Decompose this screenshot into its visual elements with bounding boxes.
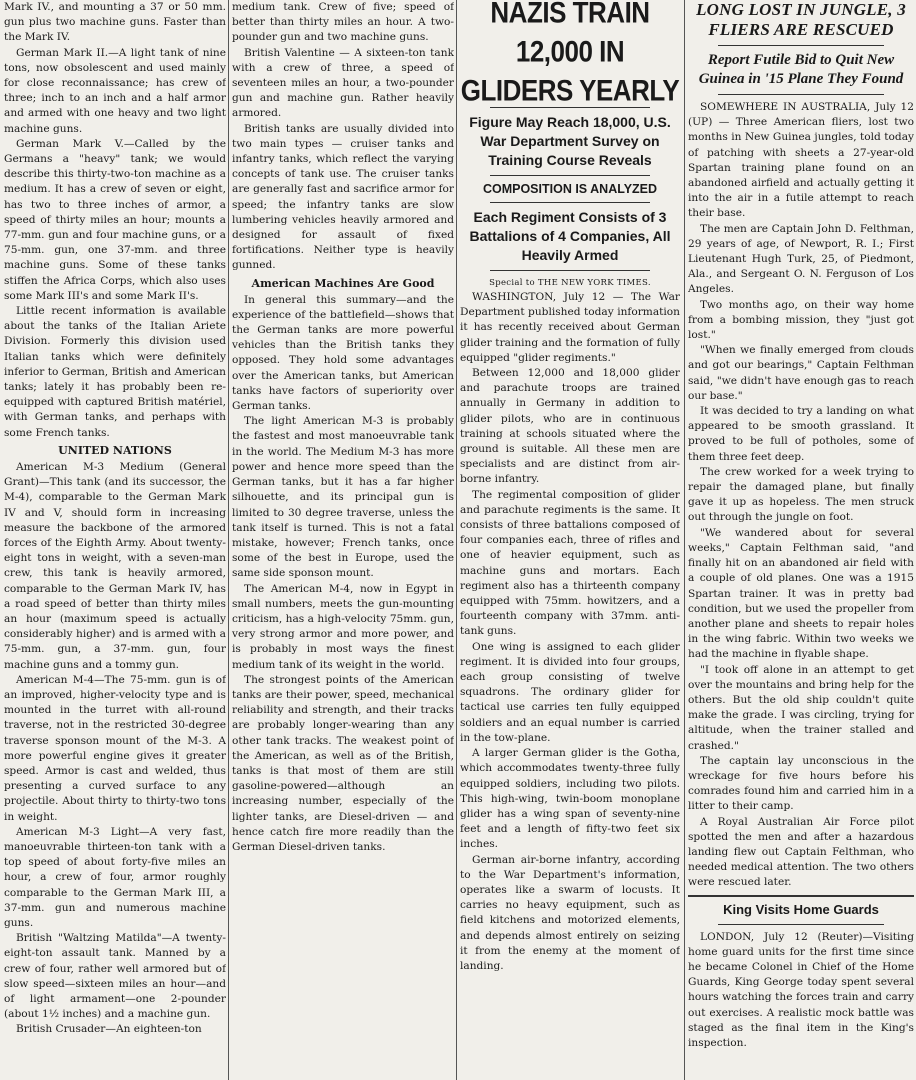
article-paragraph: LONDON, July 12 (Reuter)—Visiting home guard units for the first time since he became Colonel in Chief of the Home Guards, King George today spent several hours watching the forces train and carry out exercises. A realistic mock battle was staged as the final item in the King's inspection. bbox=[688, 930, 914, 1049]
article-paragraph: WASHINGTON, July 12 — The War Department published today information it has recently received about German glider training and the formation of fully equipped "glider regiments." bbox=[460, 291, 680, 364]
article-paragraph: SOMEWHERE IN AUSTRALIA, July 12 (UP) — Three American fliers, lost two months in New Guinea jungles, told today of patching with sheets a 27-year-old Spartan training plane found on an abandoned airfield and actually getting it into the air in a futile attempt to reach their base. bbox=[688, 101, 914, 220]
article-paragraph: Two months ago, on their way home from a bombing mission, they "just got lost." bbox=[688, 298, 914, 342]
article-paragraph: The regimental composition of glider and parachute regiments is the same. It consists of three battalions composed of four companies each, three of rifles and one of heavier equipment, such as machine guns and mortars. Each regiment also has a thirteenth company equipped with 75mm. howitzers, and a fourteenth company with 37mm. anti-tank guns. bbox=[460, 488, 680, 638]
article-paragraph: Little recent information is available about the tanks of the Italian Ariete Division. Formerly this division used Italian tanks which were definitely inferior to German, British and American tanks; lately it has probably been re-equipped with captured British matériel, with German tanks, and perhaps with some French tanks. bbox=[4, 305, 226, 439]
brief-headline: King Visits Home Guards bbox=[723, 901, 879, 917]
divider bbox=[718, 924, 884, 925]
article-paragraph: "We wandered about for several weeks," Captain Felthman said, "and finally hit on an abandoned air field with a couple of old planes. One was a 1915 Spartan trainer. It was in pretty bad condition, but we used the propeller from another plane and sheets to repair holes in the wing fabric. Within two weeks we had the machine in flyable shape. bbox=[688, 526, 914, 661]
deck-headline: COMPOSITION IS ANALYZED bbox=[482, 182, 658, 196]
article-paragraph: American M-3 Medium (General Grant)—This tank (and its successor, the M-4), comparable to the German Mark IV and V, should form in increasing measure the backbone of the armored forces of the Eighth Army. About twenty-eight tons in weight, with a seven-man crew, this tank is heavily armored, comparable to the German Mark IV, has a road speed of better than thirty miles an hour (maximum speed is actually considerably higher) and is armed with a 75-mm. gun, a 37-mm. gun, four machine guns and a tommy gun. bbox=[4, 460, 226, 671]
section-subhead: UNITED NATIONS bbox=[58, 443, 172, 457]
divider bbox=[490, 270, 650, 271]
divider bbox=[718, 45, 884, 46]
column-tank-summary-1 bbox=[4, 0, 226, 1080]
article-paragraph: German Mark V.—Called by the Germans a "heavy" tank; we would describe this thirty-two-ton machine as a medium. It has a crew of seven or eight, has two to three inches of armor, a speed of thirty miles an hour; mounts a 77-mm. gun and four machine guns, or a 75-mm. gun, one 37-mm. and three machine guns. Some of these tanks stiffen the Africa Corps, which also uses some Mark III's and some Mark II's. bbox=[4, 137, 226, 302]
byline-credit: Special to THE NEW YORK TIMES. bbox=[489, 278, 651, 288]
article-paragraph: A larger German glider is the Gotha, which accommodates twenty-three fully equipped soldiers, including two pilots. This high-wing, twin-boom monoplane glider has a wing span of seventy-nine feet and a length of fifty-two feet six inches. bbox=[460, 747, 680, 851]
article-paragraph: The strongest points of the American tanks are their power, speed, mechanical reliability and strength, and their tracks are probably longer-wearing than any other tank tracks. The weakest point of the American, as well as of the British, tanks is that most of them are still gasoline-powered—although an increasing number, especially of the lighter tanks, are Diesel-driven — and hence catch fire more readily than the German Diesel-driven tanks. bbox=[232, 673, 454, 853]
article-paragraph: The crew worked for a week trying to repair the damaged plane, but finally gave it up as hopeless. The men struck out through the jungle on foot. bbox=[688, 465, 914, 524]
column-jungle-article bbox=[688, 0, 914, 1080]
column-tank-summary-2 bbox=[232, 0, 454, 1080]
article-paragraph: The captain lay unconscious in the wreckage for five hours before his comrades found him and carried him in a litter to their camp. bbox=[688, 754, 914, 813]
article-paragraph: German air-borne infantry, according to the War Department's information, operates like a swarm of locusts. It carries no heavy equipment, such as field kitchens and motorized elements, and depends almost entirely on seizing it from the enemy at the moment of landing. bbox=[460, 853, 680, 972]
article-paragraph: One wing is assigned to each glider regiment. It is divided into four groups, each group consisting of twelve squadrons. The ordinary glider for tactical use carries ten fully equipped soldiers and an equal number is carried in the tow-plane. bbox=[460, 640, 680, 744]
deck-headline: Report Futile Bid to Quit New Guinea in '15 Plane They Found bbox=[698, 52, 904, 87]
article-paragraph: British "Waltzing Matilda"—A twenty-eight-ton assault tank. Manned by a crew of four, rather well armored but of slow speed—sixteen miles an hour—and of light armament—one 2-pounder (about 1½ inches) and a machine gun. bbox=[4, 932, 226, 1021]
section-subhead: American Machines Are Good bbox=[251, 276, 435, 290]
article-paragraph: "When we finally emerged from clouds and got our bearings," Captain Felthman said, "we didn't have enough gas to reach our base." bbox=[688, 344, 914, 402]
headline-gliders: NAZIS TRAIN 12,000 IN GLIDERS YEARLY bbox=[460, 0, 680, 108]
article-paragraph: British tanks are usually divided into two main types — cruiser tanks and infantry tanks, which reflect the varying concepts of tank use. The cruiser tanks are generally fast and sacrifice armor for speed; the infantry tanks are slow lumbering vehicles heavily armored and designed for assault of fixed fortifications. Neither type is heavily gunned. bbox=[232, 122, 454, 272]
article-paragraph: It was decided to try a landing on what appeared to be smooth grassland. It proved to be full of potholes, some of them three feet deep. bbox=[688, 405, 914, 463]
divider bbox=[718, 94, 884, 95]
column-gliders-article bbox=[460, 0, 680, 1080]
article-paragraph: British Valentine — A sixteen-ton tank with a crew of three, a speed of seventeen miles an hour, a two-pounder gun and machine gun. Rather heavily armored. bbox=[232, 46, 454, 120]
article-paragraph: medium tank. Crew of five; speed of better than thirty miles an hour. A two-pounder gun and two machine guns. bbox=[232, 1, 454, 44]
divider bbox=[490, 175, 650, 176]
divider bbox=[490, 202, 650, 203]
deck-headline: Figure May Reach 18,000, U.S. War Department Survey on Training Course Reveals bbox=[469, 114, 671, 168]
article-paragraph: The American M-4, now in Egypt in small numbers, meets the gun-mounting criticism, has a high-velocity 75mm. gun, very strong armor and more power, and is probably in most ways the finest medium tank of its weight in the world. bbox=[232, 582, 454, 671]
column-rule bbox=[684, 0, 685, 1080]
article-paragraph: In general this summary—and the experience of the battlefield—shows that the German tanks are more powerful vehicles than the British tanks they opposed. They hold some advantages over the American tanks, but American tanks have factors of superiority over German tanks. bbox=[232, 293, 454, 413]
article-paragraph: A Royal Australian Air Force pilot spotted the men and after a hazardous landing flew out Captain Felthman, who needed medical attention. The two others were rescued later. bbox=[688, 815, 914, 889]
article-paragraph: Between 12,000 and 18,000 glider and parachute troops are trained annually in Germany in addition to glider pilots, who are in continuous training at schools situated where the ground is suitable. All these men are specialists and are distinct from air-borne infantry. bbox=[460, 367, 680, 486]
article-paragraph: The light American M-3 is probably the fastest and most manoeuvrable tank in the world. The Medium M-3 has more power and hence more speed than the German tanks, but it has a far higher silhouette, and its principal gun is limited to 30 degree traverse, unless the tank itself is turned. This is not a fatal mistake, however; French tanks, once some of the best in Europe, used the same side sponson mount. bbox=[232, 415, 454, 580]
article-paragraph: American M-4—The 75-mm. gun is of an improved, higher-velocity type and is mounted in the turret with all-round traverse, not in the restricted 30-degree traverse sponson mount of the M-3. A more powerful engine gives it greater speed. Armor is cast and welded, thus presenting a curved surface to any projectile. About thirty to thirty-two tons in weight. bbox=[4, 673, 226, 823]
headline-jungle: LONG LOST IN JUNGLE, 3 FLIERS ARE RESCUED bbox=[696, 0, 906, 39]
deck-headline: Each Regiment Consists of 3 Battalions of 4 Companies, All Heavily Armed bbox=[469, 209, 671, 263]
article-paragraph: "I took off alone in an attempt to get over the mountains and bring help for the others. But the old ship couldn't quite make the grade. I was circling, trying for altitude, when the trainer stalled and crashed." bbox=[688, 663, 914, 752]
article-paragraph: American M-3 Light—A very fast, manoeuvrable thirteen-ton tank with a top speed of about forty-five miles an hour, a crew of four, armor roughly comparable to the German Mark III, a 37-mm. gun and numerous machine guns. bbox=[4, 825, 226, 929]
article-paragraph: Mark IV., and mounting a 37 or 50 mm. gun plus two machine guns. Faster than the Mark IV. bbox=[4, 1, 226, 44]
article-paragraph: British Crusader—An eighteen-ton bbox=[16, 1023, 202, 1036]
article-paragraph: German Mark II.—A light tank of nine tons, now obsolescent and used mainly for close reconnaissance; has crew of three; inch to an inch and a half armor and armed with one heavy and two light machine guns. bbox=[4, 46, 226, 135]
column-rule bbox=[228, 0, 229, 1080]
news-brief-box bbox=[688, 895, 914, 1052]
column-rule bbox=[456, 0, 457, 1080]
article-paragraph: The men are Captain John D. Felthman, 29 years of age, of Newport, R. I.; First Lieutenant Hugh Turk, 25, of Piedmont, Ala., and Sergeant O. N. Ferguson of Los Angeles. bbox=[688, 222, 914, 296]
